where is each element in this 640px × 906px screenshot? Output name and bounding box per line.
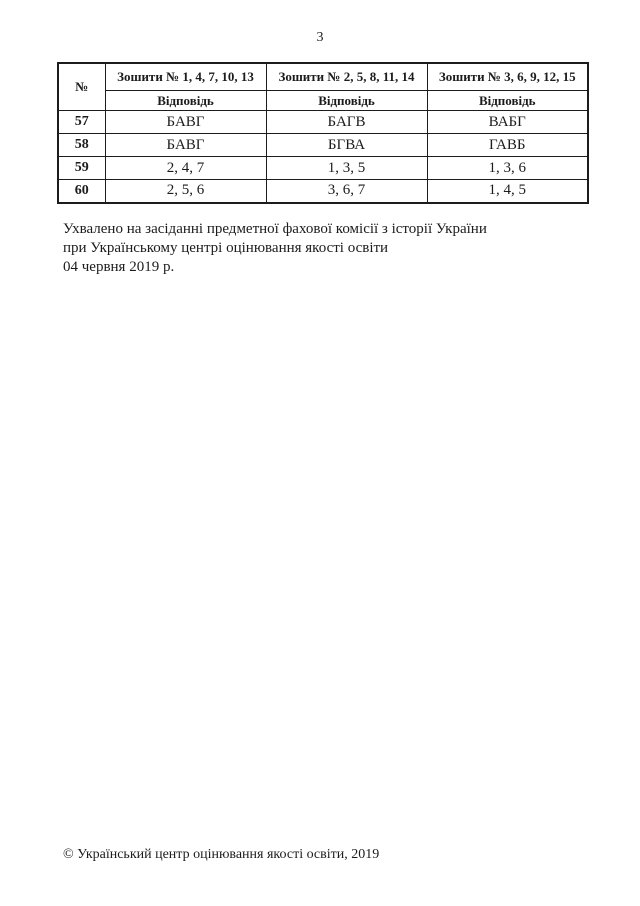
table-row xyxy=(58,157,588,180)
question-number: 59 xyxy=(58,157,105,180)
page-number: 3 xyxy=(316,30,324,45)
answer-cell: 1, 3, 5 xyxy=(266,157,427,180)
answer-cell: 1, 3, 6 xyxy=(427,157,588,180)
table-header-row-answers xyxy=(58,91,588,111)
approval-line-3: 04 червня 2019 р. xyxy=(63,259,175,275)
question-number: 60 xyxy=(58,180,105,203)
answer-header-3: Відповідь xyxy=(427,91,588,111)
approval-line-1: Ухвалено на засіданні предметної фахової комісії з історії України xyxy=(63,221,487,237)
copyright-footer: © Український центр оцінювання якості освіти, 2019 xyxy=(63,847,380,862)
column-header-number: № xyxy=(58,63,105,111)
answer-cell: 2, 4, 7 xyxy=(105,157,266,180)
question-number: 57 xyxy=(58,111,105,134)
question-number: 58 xyxy=(58,134,105,157)
column-header-books-2: Зошити № 2, 5, 8, 11, 14 xyxy=(266,63,427,91)
answer-cell: БАГВ xyxy=(266,111,427,134)
approval-line-2: при Українському центрі оцінювання якості освіти xyxy=(63,240,389,256)
table-row xyxy=(58,180,588,203)
column-header-books-3: Зошити № 3, 6, 9, 12, 15 xyxy=(427,63,588,91)
table-row xyxy=(58,134,588,157)
answer-cell: 1, 4, 5 xyxy=(427,180,588,203)
answer-cell: БАВГ xyxy=(105,134,266,157)
answer-cell: БГВА xyxy=(266,134,427,157)
answer-cell: БАВГ xyxy=(105,111,266,134)
table-row xyxy=(58,111,588,134)
answer-key-table xyxy=(57,62,589,204)
answer-cell: ВАБГ xyxy=(427,111,588,134)
answer-cell: ГАВБ xyxy=(427,134,588,157)
answer-header-1: Відповідь xyxy=(105,91,266,111)
answer-header-2: Відповідь xyxy=(266,91,427,111)
answer-cell: 2, 5, 6 xyxy=(105,180,266,203)
column-header-books-1: Зошити № 1, 4, 7, 10, 13 xyxy=(105,63,266,91)
table-header-row-groups xyxy=(58,63,588,91)
approval-note xyxy=(63,220,583,277)
answer-cell: 3, 6, 7 xyxy=(266,180,427,203)
